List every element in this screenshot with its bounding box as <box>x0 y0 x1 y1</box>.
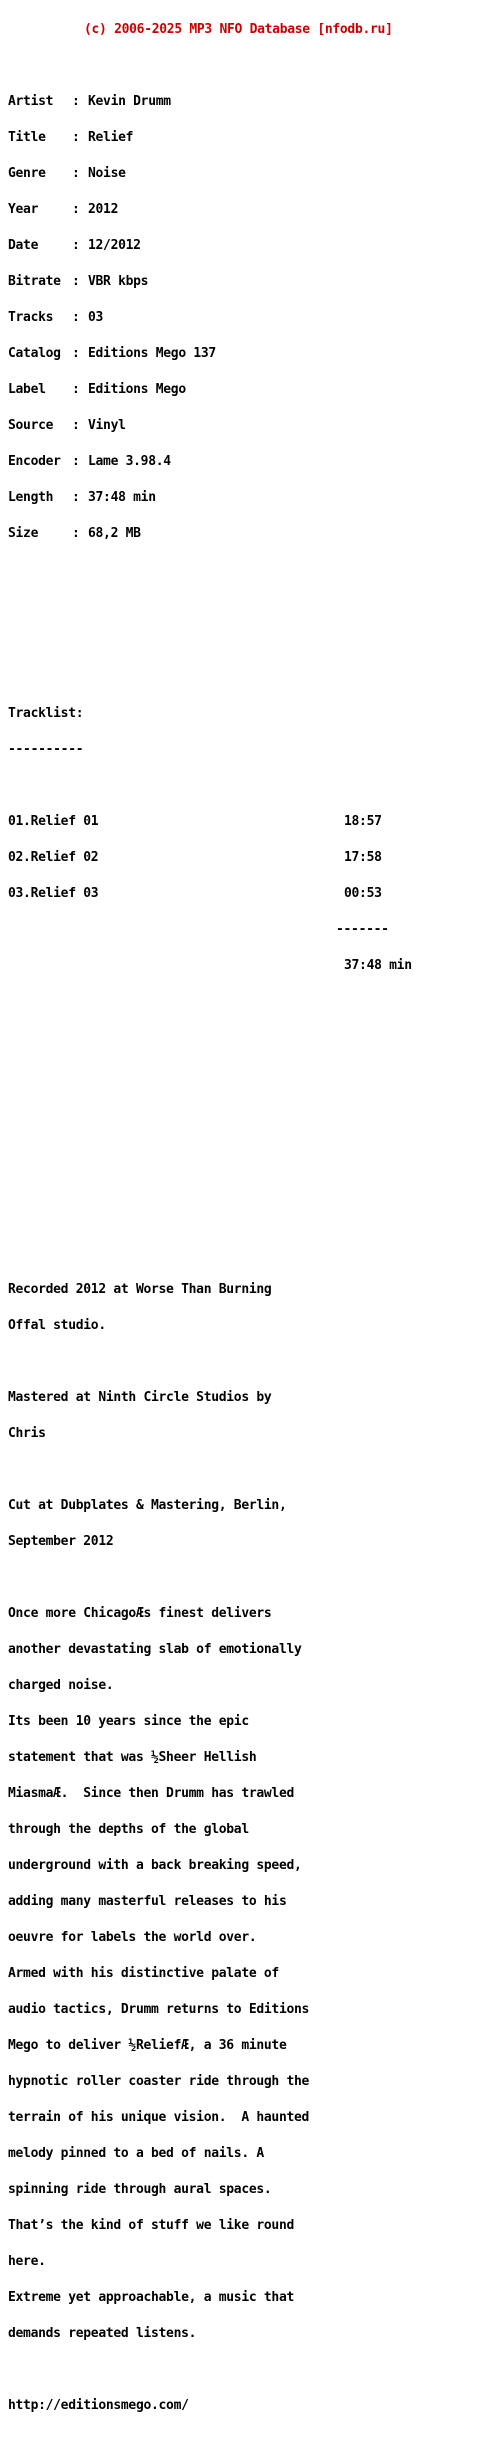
field-value: Editions Mego <box>88 382 186 397</box>
field-row-genre: Genre : Noise <box>8 166 126 181</box>
track-row <box>8 852 488 864</box>
description-line: another devastating slab of emotionally <box>8 1642 302 1657</box>
field-key: Length <box>8 490 54 505</box>
field-value: 2012 <box>88 202 119 217</box>
field-value: Kevin Drumm <box>88 94 171 109</box>
total-rule-row <box>8 924 488 936</box>
description-line: Mego to deliver ½ReliefÆ, a 36 minute <box>8 2038 287 2053</box>
total-row <box>8 960 488 972</box>
description-line: terrain of his unique vision. A haunted <box>8 2110 310 2125</box>
track-name: 03.Relief 03 <box>8 886 99 901</box>
label-website-link[interactable]: http://editionsmego.com/ <box>8 2398 189 2413</box>
field-row-tracks: Tracks : 03 <box>8 310 104 325</box>
cut-line: Cut at Dubplates & Mastering, Berlin, <box>8 1498 287 1513</box>
description-line: MiasmaÆ. Since then Drumm has trawled <box>8 1786 295 1801</box>
field-row-date: Date : 12/2012 <box>8 238 141 253</box>
field-key: Bitrate <box>8 274 61 289</box>
tracklist <box>8 684 488 996</box>
field-key: Source <box>8 418 54 433</box>
field-row-encoder: Encoder : Lame 3.98.4 <box>8 454 171 469</box>
track-row <box>8 816 488 828</box>
description-line: That’s the kind of stuff we like round <box>8 2218 295 2233</box>
field-row-label: Label : Editions Mego <box>8 382 186 397</box>
track-time: 00:53 <box>344 886 382 901</box>
cut-line: September 2012 <box>8 1534 114 1549</box>
field-key: Tracks <box>8 310 54 325</box>
mastered-line: Chris <box>8 1426 46 1441</box>
field-key: Catalog <box>8 346 61 361</box>
field-row-artist: Artist : Kevin Drumm <box>8 94 171 109</box>
field-key: Year <box>8 202 39 217</box>
description-line: Extreme yet approachable, a music that <box>8 2290 295 2305</box>
description-line: audio tactics, Drumm returns to Editions <box>8 2002 310 2017</box>
description-line: spinning ride through aural spaces. <box>8 2182 272 2197</box>
field-row-year: Year : 2012 <box>8 202 119 217</box>
tracklist-heading: Tracklist: <box>8 706 84 721</box>
field-row-size: Size : 68,2 MB <box>8 526 141 541</box>
track-time: 18:57 <box>344 814 382 829</box>
field-key: Title <box>8 130 46 145</box>
description-line: adding many masterful releases to his <box>8 1894 287 1909</box>
track-name: 01.Relief 01 <box>8 814 99 829</box>
description-line: demands repeated listens. <box>8 2326 197 2341</box>
mastered-line: Mastered at Ninth Circle Studios by <box>8 1390 272 1405</box>
field-value: 37:48 min <box>88 490 156 505</box>
field-key: Label <box>8 382 46 397</box>
track-time: 17:58 <box>344 850 382 865</box>
description-line: through the depths of the global <box>8 1822 249 1837</box>
description-line: Its been 10 years since the epic <box>8 1714 249 1729</box>
recorded-line: Offal studio. <box>8 1318 106 1333</box>
field-value: Lame 3.98.4 <box>88 454 171 469</box>
tracklist-underline: ---------- <box>8 742 84 757</box>
release-fields <box>8 72 488 564</box>
field-row-title: Title : Relief <box>8 130 134 145</box>
field-key: Encoder <box>8 454 61 469</box>
notes <box>8 1260 488 2436</box>
field-row-source: Source : Vinyl <box>8 418 126 433</box>
field-value: 03 <box>88 310 104 325</box>
field-value: VBR kbps <box>88 274 149 289</box>
total-rule: ------- <box>336 922 389 937</box>
description-line: Once more ChicagoÆs finest delivers <box>8 1606 272 1621</box>
field-key: Size <box>8 526 39 541</box>
description-line: underground with a back breaking speed, <box>8 1858 302 1873</box>
field-row-length: Length : 37:48 min <box>8 490 156 505</box>
track-name: 02.Relief 02 <box>8 850 99 865</box>
description-line: here. <box>8 2254 46 2269</box>
field-value: Editions Mego 137 <box>88 346 216 361</box>
field-key: Genre <box>8 166 46 181</box>
field-value: 12/2012 <box>88 238 141 253</box>
description-line: Armed with his distinctive palate of <box>8 1966 279 1981</box>
track-row <box>8 888 488 900</box>
field-value: Vinyl <box>88 418 126 433</box>
field-value: Noise <box>88 166 126 181</box>
field-row-catalog: Catalog : Editions Mego 137 <box>8 346 216 361</box>
field-key: Artist <box>8 94 54 109</box>
description-line: hypnotic roller coaster ride through the <box>8 2074 310 2089</box>
description-line: charged noise. <box>8 1678 114 1693</box>
recorded-line: Recorded 2012 at Worse Than Burning <box>8 1282 272 1297</box>
field-value: Relief <box>88 130 134 145</box>
field-row-bitrate: Bitrate : VBR kbps <box>8 274 149 289</box>
label-url-line <box>8 2400 488 2412</box>
description-line: oeuvre for labels the world over. <box>8 1930 257 1945</box>
description-line: melody pinned to a bed of nails. A <box>8 2146 264 2161</box>
nfo-document <box>8 0 488 2448</box>
field-key: Date <box>8 238 39 253</box>
field-value: 68,2 MB <box>88 526 141 541</box>
total-length: 37:48 min <box>344 958 412 973</box>
description-line: statement that was ½Sheer Hellish <box>8 1750 257 1765</box>
nfodb-header: (c) 2006-2025 MP3 NFO Database [nfodb.ru] <box>84 22 393 37</box>
